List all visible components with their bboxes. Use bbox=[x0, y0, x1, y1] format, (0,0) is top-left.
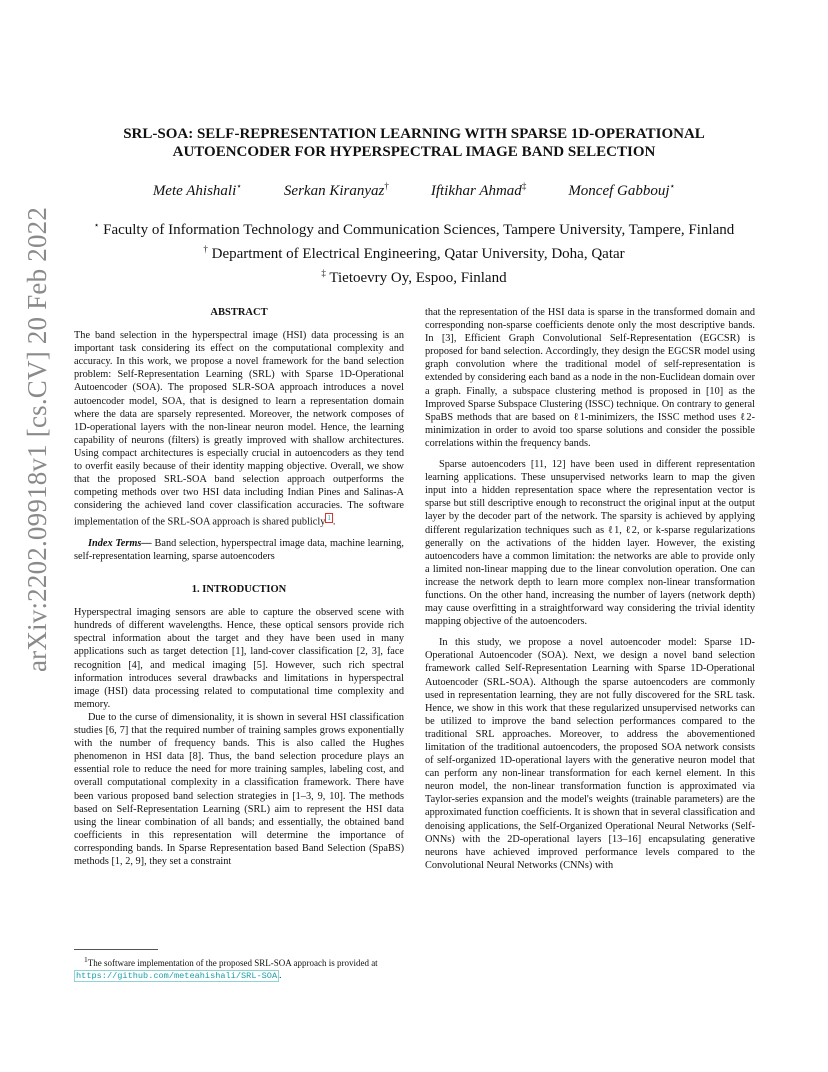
intro-paragraph: Hyperspectral imaging sensors are able to capture the observed scene with hundreds of different wavelengths. Hence, these optical sensors provide rich spectral information about the target and they have been used in many applications such as target detection [1], land-cover classification [2, 3], face recognition [4], and medical imaging [5]. However, such rich spectral information introduces several drawbacks and limitations in hyperspectral image (HSI) data processing related to computational time complexity and memory. bbox=[74, 607, 404, 710]
affiliation: † Department of Electrical Engineering, Qatar University, Doha, Qatar bbox=[203, 244, 625, 262]
arxiv-stamp: arXiv:2202.09918v1 [cs.CV] 20 Feb 2022 bbox=[22, 206, 52, 672]
author: Mete Ahishali⋆ bbox=[152, 181, 242, 199]
affiliation: ⋆ Faculty of Information Technology and Communication Sciences, Tampere University, Tampere, Finland bbox=[93, 220, 735, 238]
author: Moncef Gabbouj⋆ bbox=[568, 181, 676, 199]
affiliation-list bbox=[74, 216, 754, 288]
body-paragraph: that the representation of the HSI data is sparse in the transformed domain and corresponding non-sparse coefficients denote only the most descriptive bands. In [3], Efficient Graph Convolutional Self-Representation (EGCSR) is proposed for band selection. Accordingly, they design the EGCSR model using graph convolution where the traditional model of self-representation is extended by considering each band as a node in the non-Euclidean domain over a graph. Finally, a subspace clustering method is proposed in [10] as the Improved Sparse Subspace Clustering (ISSC) technique. On contrary to general SpaBS methods that are based on ℓ1-minimizers, the ISSC method uses ℓ2-minimization in order to avoid too sparse solutions and consider the possible correlations within the frequency bands. bbox=[425, 307, 755, 449]
title-line-2: AUTOENCODER FOR HYPERSPECTRAL IMAGE BAND SELECTION bbox=[172, 144, 656, 160]
footnote: $^1$The software implementation of the proposed SRL-SOA approach is provided at https://github.com/meteahishali/SRL-SOA . bbox=[76, 955, 378, 981]
paper-title bbox=[74, 125, 754, 161]
author: Serkan Kiranyaz† bbox=[283, 181, 389, 199]
index-terms: Index Terms— Band selection, hyperspectral image data, machine learning, self-representation learning, sparse autoencoders bbox=[74, 537, 404, 563]
author: Iftikhar Ahmad‡ bbox=[430, 181, 527, 199]
left-column bbox=[74, 306, 404, 868]
repository-link[interactable]: https://github.com/meteahishali/SRL-SOA bbox=[76, 970, 278, 981]
body-paragraph: Sparse autoencoders [11, 12] have been used in different representation learning applications. These unsupervised networks learn to map the given input into a hidden representation space where the representation vector is sparse but still descriptive enough to reconstruct the original input at the output layer by the decoder part of the network. The sparsity is achieved by applying different regularization techniques such as ℓ1, ℓ2, or k-sparse regularizations generally on the activations of the hidden layer. However, the existing autoencoders have a common limitation: the networks are able to provide only a limited non-linear mapping due to the linear convolution operation. One can increase the network depth to learn more complex non-linear transformation functions. On the other hand, increasing the number of layers (network depth) may cause overfitting in a straightforward way considering the trivial identity mapping objective of the autoencoders. bbox=[425, 459, 755, 628]
section-heading-introduction: 1. INTRODUCTION bbox=[191, 584, 287, 596]
body-paragraph: In this study, we propose a novel autoencoder model: Sparse 1D-Operational Autoencoder (SOA). Next, we design a novel band selection framework called Self-Representation Learning with Sparse 1D-Operational Autoencoder (SRL-SOA). Although the sparse autoencoders are commonly used in representation learning, they are not fully discovered for the SRL task. Hence, we show in this work that these regularized unsupervised networks can be utilized to improve the band selection performances compared to the traditional SRL approaches. Moreover, to address the abovementioned limitation of the traditional autoencoders, the proposed SOA network consists of self-organized 1D-operational layers with the generative neuron model that can perform any non-linear transformation for each kernel element. In this neuron model, the non-linear transformation function is approximated via Taylor-series expansion and the model's weights (trainable parameters) are the approximated function coefficients. It is shown that in several classification and denoising applications, the Self-Organized Operational Neural Networks (Self-ONNs) with the 2D-operational layers [13–16] encapsulating generative neurons have achieved improved performance levels compared to the Convolutional Neural Networks (CNNs) with bbox=[425, 637, 755, 871]
right-column bbox=[425, 306, 755, 872]
footnote-link[interactable]: 1 bbox=[327, 514, 331, 523]
abstract-text: The band selection in the hyperspectral image (HSI) data processing is an important task considering its effect on the computational complexity and accuracy. In this work, we propose a novel framework for the band selection problem: Self-Representation Learning (SRL) with Sparse 1D-Operational Autoencoder (SOA). The proposed SLR-SOA approach introduces a novel autoencoder model, SOA, that is designed to learn a representation domain where the data are sparsely represented. Moreover, the network composes of 1D-operational layers with the non-linear neuron model. Hence, the learning capability of neurons (filters) is greatly improved with shallow architectures. Using compact architectures is especially crucial in autoencoders as they tend to overfit easily because of their identity mapping objective. Overall, we show that the proposed SRL-SOA band selection approach outperforms the competing methods over two HSI data including Indian Pines and Salinas-A considering the achieved land cover classification accuracies. The software implementation of the SRL-SOA approach is shared publicly $^1$ . bbox=[74, 330, 404, 528]
abstract-heading: ABSTRACT bbox=[210, 307, 268, 318]
author-list bbox=[74, 181, 754, 200]
title-line-1: SRL-SOA: SELF-REPRESENTATION LEARNING WITH SPARSE 1D-OPERATIONAL bbox=[123, 126, 705, 142]
footnote-divider bbox=[74, 949, 158, 950]
intro-paragraph: Due to the curse of dimensionality, it is shown in several HSI classification studies [6, 7] that the required number of training samples grows exponentially with the number of frequency bands. This is also called the Hughes phenomenon in HSI data [8]. Thus, the band selection procedure plays an essential role to reduce the need for more training samples, labeling cost, and overall computational complexity in a classification framework. There have been various proposed band selection strategies in [1–3, 9, 10]. The methods based on Self-Representation Learning (SRL) aim to represent the HSI data using the linear combination of all bands; and essentially, the obtained band coefficients in this representation will determine the importance of corresponding bands. In Sparse Representation based Band Selection (SpaBS) methods [1, 2, 9], they set a constraint bbox=[74, 711, 404, 867]
affiliation: ‡ Tietoevry Oy, Espoo, Finland bbox=[321, 268, 507, 286]
